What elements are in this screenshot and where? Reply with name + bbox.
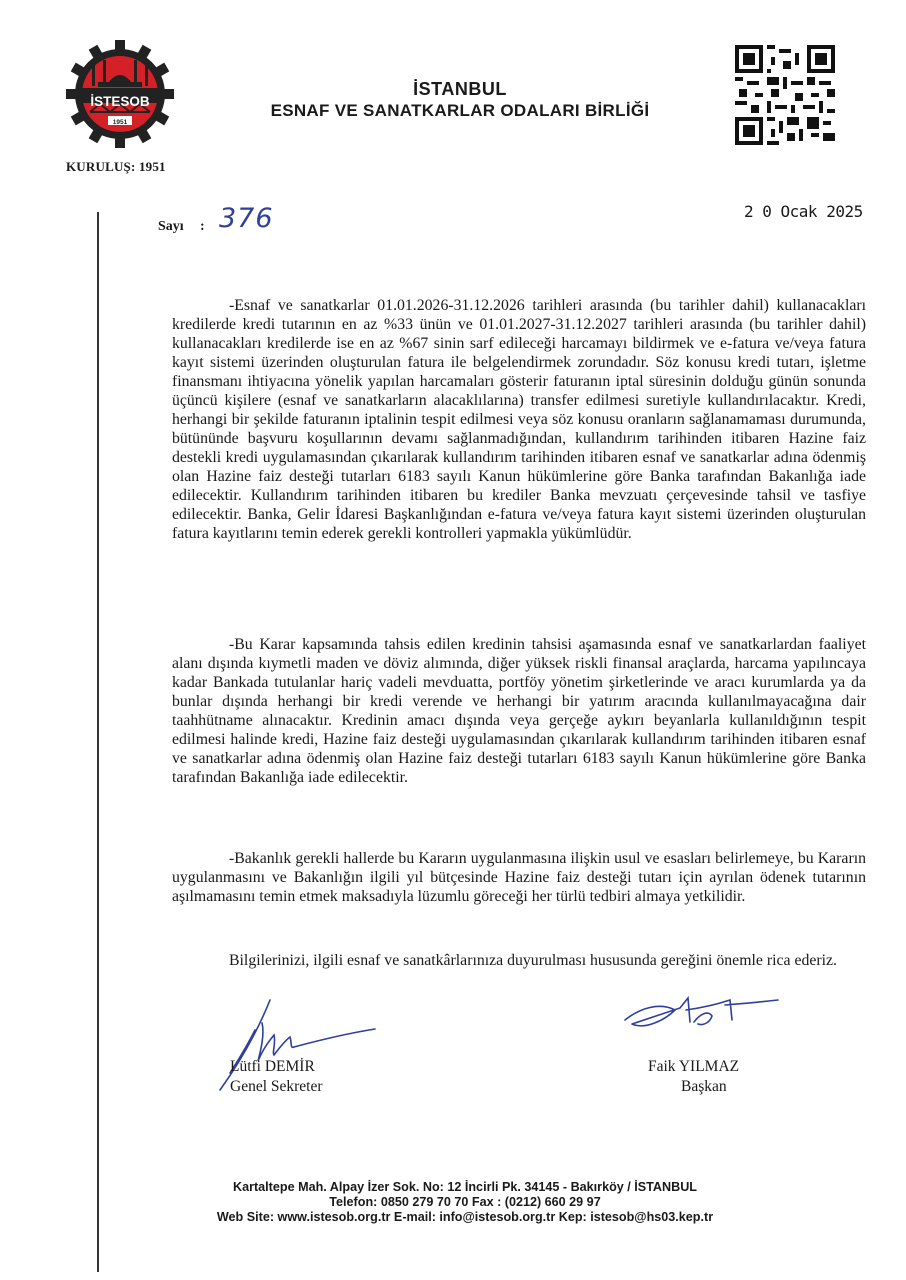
secretary-name: Lütfi DEMİR bbox=[230, 1058, 315, 1075]
footer-phone: Telefon: 0850 279 70 70 Fax : (0212) 660 29 97 bbox=[329, 1195, 601, 1209]
org-city: İSTANBUL bbox=[413, 79, 507, 99]
closing-paragraph: Bilgilerinizi, ilgili esnaf ve sanatkârlarınıza duyurulması hususunda gereğini önemle rica ederiz. bbox=[229, 952, 837, 969]
qr-code-icon bbox=[735, 45, 835, 145]
logo-year: 1951 bbox=[112, 119, 128, 126]
istesob-logo bbox=[66, 40, 174, 148]
footer-address: Kartaltepe Mah. Alpay İzer Sok. No: 12 İncirli Pk. 34145 - Bakırköy / İSTANBUL bbox=[232, 1180, 698, 1194]
president-signature bbox=[620, 990, 780, 1040]
body-paragraph: -Esnaf ve sanatkarlar 01.01.2026-31.12.2026 tarihleri arasında (bu tarihler dahil) kullanacakları kredilerde kredi tutarının en az %33 ünün ve 01.01.2027-31.12.2027 tarihleri arasında (bu tarihler dahil) kullanacakları kredilerde ise en az %67 sinin sarf edileceği harcamayı bildirmek ve e-fatura ve/veya fatura kayıt sistemi üzerinden oluşturulan fatura ile belgelendirmek zorundadır. Söz konusu kredi tutarı, işletme finansmanı ihtiyacına yönelik yapılan harcamaları gösterir faturanın iptal süresinin dolduğu günün sonunda üçüncü kişilere (esnaf ve sanatkarların alacaklılarına) transfer edilmesi suretiyle kullandırılacaktır. Kredi, herhangi bir şekilde faturanın iptalinin tespit edilmesi veya söz konusu oranların sağlanamaması durumunda, bütününde başvuru koşullarının devamı sağlanmadığından, kullandırım tarihinden itibaren Hazine faiz destekli kredi uygulamasından çıkarılarak kullandırım tarihinden itibaren esnaf ve sanatkarlar adına ödenmiş olan Hazine faiz desteği tutarları 6183 sayılı Kanun hükümlerine göre Banka tarafından Bakanlığa iade edilecektir. Kullandırım tarihinden itibaren bu krediler Banka mevzuatı çerçevesinde tahsil ve tasfiye edilecektir. Banka, Gelir İdaresi Başkanlığından e-fatura ve/veya fatura kayıt sistemi üzerinden oluşturulan fatura kayıtlarını temin ederek gerekli kontrolleri yapmakla yükümlüdür. bbox=[172, 297, 866, 542]
president-name: Faik YILMAZ bbox=[648, 1058, 740, 1075]
reference-number: 376 bbox=[219, 203, 274, 234]
secretary-title: Genel Sekreter bbox=[230, 1078, 323, 1095]
document-date: 2 0 Ocak 2025 bbox=[744, 202, 863, 221]
reference-colon: : bbox=[200, 219, 205, 234]
body-paragraph: -Bakanlık gerekli hallerde bu Kararın uygulanmasına ilişkin usul ve esasları belirlemeye, bu Kararın uygulanmasını ve Bakanlığın ilgili yıl bütçesinde Hazine faiz desteği tutarı için ayrılan ödenek tutarının aşılmamasını temin etmek maksadıyla lüzumlu göreceği her türlü tedbiri almaya yetkilidir. bbox=[172, 850, 866, 905]
organization-header bbox=[180, 78, 740, 122]
org-name: ESNAF VE SANATKARLAR ODALARI BİRLİĞİ bbox=[270, 101, 650, 120]
founded-label: KURULUŞ: 1951 bbox=[66, 159, 166, 174]
logo-text: İSTESOB bbox=[90, 94, 150, 109]
footer-web: Web Site: www.istesob.org.tr E-mail: info@istesob.org.tr Kep: istesob@hs03.kep.tr bbox=[216, 1210, 714, 1224]
reference-label: Sayı bbox=[158, 219, 184, 234]
left-margin-rule bbox=[97, 212, 99, 1272]
footer-contact bbox=[150, 1180, 780, 1225]
president-title: Başkan bbox=[681, 1078, 727, 1095]
body-paragraph: -Bu Karar kapsamında tahsis edilen kredinin tahsisi aşamasında esnaf ve sanatkarlardan faaliyet alanı dışında kıymetli maden ve döviz alımında, diğer yüksek riskli finansal araçlarda, harcama yapılıncaya kadar Bankada tutulanlar hariç vadeli mevduatta, portföy yönetim şirketlerinde ve aracı kurumlarda ya da bunlar dışında herhangi bir kredi verende ve herhangi bir yatırım aracında kullanılmayacağına dair taahhütname alınacaktır. Kredinin amacı dışında veya gerçeğe aykırı beyanlarla kullanıldığının tespit edilmesi halinde kredi, Hazine faiz desteği uygulamasından çıkarılarak kullandırım tarihinden itibaren esnaf ve sanatkarlar adına ödenmiş olan Hazine faiz desteği tutarları 6183 sayılı Kanun hükümlerine göre Banka tarafından Bakanlığa iade edilecektir. bbox=[172, 636, 866, 786]
